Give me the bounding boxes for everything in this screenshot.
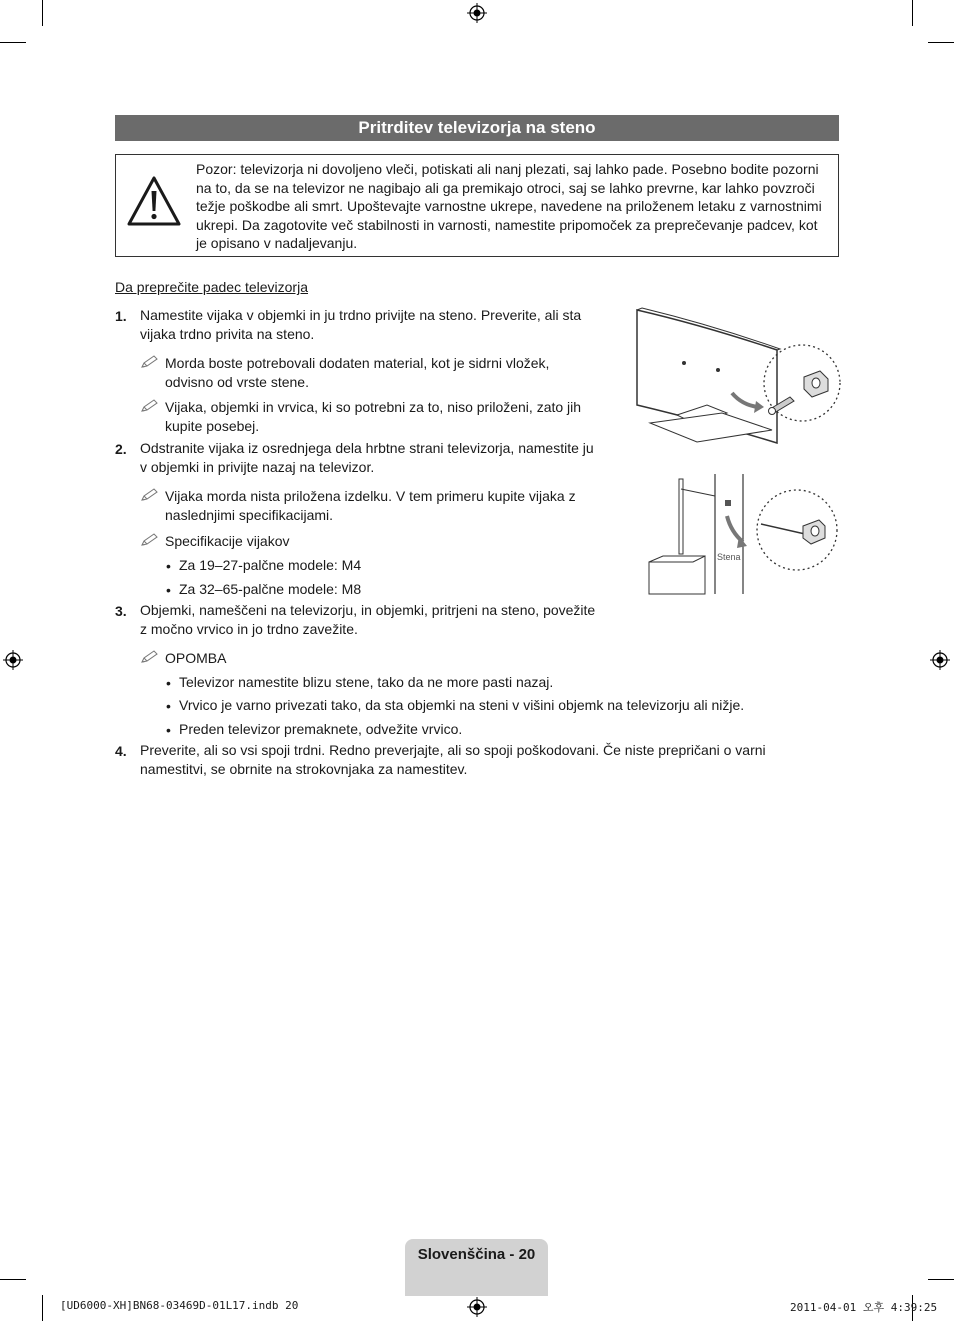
note-text: naslednjimi specifikacijami.	[165, 507, 334, 523]
step-text: z močno vrvico in jo trdno zavežite.	[140, 621, 358, 637]
note-text: Morda boste potrebovali dodaten material, kot je sidrni vložek,	[165, 355, 550, 371]
crop-mark	[912, 0, 913, 26]
bullet-dot: •	[166, 698, 171, 714]
step-number: 1.	[115, 308, 127, 324]
bullet-text: Preden televizor premaknete, odvežite vrvico.	[179, 721, 463, 737]
page-number-badge: Slovenščina - 20	[405, 1239, 548, 1296]
print-imprint: [UD6000-XH]BN68-03469D-01L17.indb 20	[60, 1299, 299, 1312]
registration-mark-icon	[930, 650, 950, 670]
wall-clamp-illustration	[643, 474, 843, 596]
note-text: odvisno od vrste stene.	[165, 374, 309, 390]
step-text: Preverite, ali so vsi spoji trdni. Redno preverjajte, ali so spoji poškodovani. Če niste prepričani o varni	[140, 742, 766, 758]
note-text: Specifikacije vijakov	[165, 533, 290, 549]
step-text: Odstranite vijaka iz osrednjega dela hrbtne strani televizorja, namestite ju	[140, 440, 594, 456]
crop-mark	[928, 1279, 954, 1280]
bullet-dot: •	[166, 582, 171, 598]
note-text: Vijaka morda nista priložena izdelku. V tem primeru kupite vijaka z	[165, 488, 576, 504]
crop-mark	[42, 1295, 43, 1321]
note-pencil-icon	[141, 488, 159, 502]
note-pencil-icon	[141, 533, 159, 547]
note-text: Vijaka, objemki in vrvica, ki so potrebni za to, niso priloženi, zato jih	[165, 399, 582, 415]
step-text: v objemki in privijte nazaj na televizor.	[140, 459, 375, 475]
step-text: vijaka trdno privita na steno.	[140, 326, 315, 342]
bullet-dot: •	[166, 722, 171, 738]
caution-body: : televizorja ni dovoljeno vleči, potiskati ali nanj plezati, saj lahko pade. Posebno bodite pozorni na to, da se na televizor ne nagibajo ali ga premikajo otroci, saj se lahko prevrne, kar lahko povzroči težje poškodbe ali smrt. Upoštevajte varnostne ukrepe, navedene na priloženem letaku z varnostnimi ukrepi. Da zagotovite več stabilnosti in varnosti, namestite pripomoček za preprečevanje padcev, kot je opisano v nadaljevanju.	[196, 161, 822, 252]
section-heading: Da preprečite padec televizorja	[115, 279, 308, 295]
tv-back-clamp-illustration	[632, 305, 842, 445]
crop-mark	[0, 42, 26, 43]
note-text: kupite posebej.	[165, 418, 260, 434]
crop-mark	[0, 1279, 26, 1280]
step-text: namestitvi, se obrnite na strokovnjaka za namestitev.	[140, 761, 468, 777]
warning-triangle-icon	[126, 175, 182, 227]
registration-mark-icon	[467, 3, 487, 23]
bullet-dot: •	[166, 675, 171, 691]
caution-label: Pozor	[196, 161, 233, 177]
registration-mark-icon	[467, 1297, 487, 1317]
step-number: 2.	[115, 441, 127, 457]
note-pencil-icon	[141, 399, 159, 413]
step-text: Namestite vijaka v objemki in ju trdno privijte na steno. Preverite, ali sta	[140, 307, 582, 323]
note-pencil-icon	[141, 650, 159, 664]
page-title: Pritrditev televizorja na steno	[115, 115, 839, 141]
registration-mark-icon	[3, 650, 23, 670]
note-title: OPOMBA	[165, 650, 227, 666]
bullet-dot: •	[166, 558, 171, 574]
print-timestamp: 2011-04-01 오후 4:39:25	[790, 1301, 938, 1314]
bullet-text: Za 19–27-palčne modele: M4	[179, 557, 362, 573]
wall-label: Stena	[717, 552, 741, 562]
caution-box	[115, 154, 839, 257]
bullet-text: Za 32–65-palčne modele: M8	[179, 581, 362, 597]
caution-text	[196, 160, 826, 253]
bullet-text: Vrvico je varno privezati tako, da sta objemki na steni v višini objemk na televizorju ali nižje.	[179, 697, 745, 713]
crop-mark	[928, 42, 954, 43]
crop-mark	[42, 0, 43, 26]
step-text: Objemki, nameščeni na televizorju, in objemki, pritrjeni na steno, povežite	[140, 602, 596, 618]
note-pencil-icon	[141, 355, 159, 369]
step-number: 3.	[115, 603, 127, 619]
step-number: 4.	[115, 743, 127, 759]
bullet-text: Televizor namestite blizu stene, tako da ne more pasti nazaj.	[179, 674, 554, 690]
